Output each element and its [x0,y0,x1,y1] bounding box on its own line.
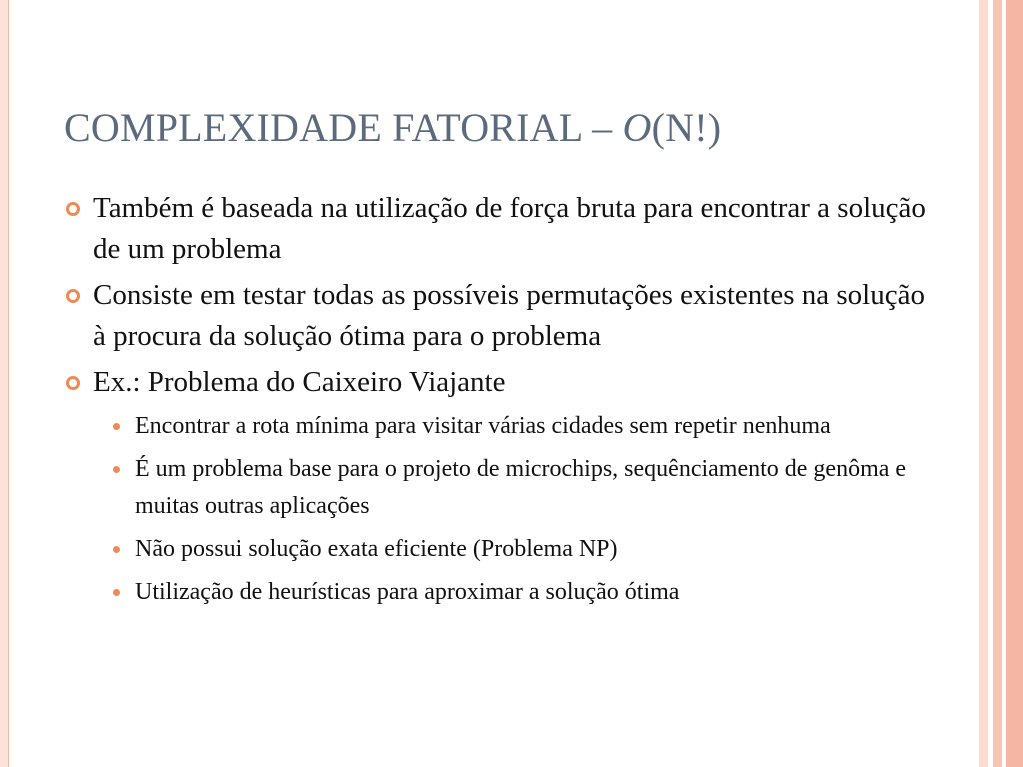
slide-title [64,104,721,151]
bullet-list [64,188,944,617]
left-border-decoration [0,0,9,767]
sub-bullet-text: Utilização de heurísticas para aproximar a solução ótima [135,579,680,605]
dot-bullet-icon [113,546,120,553]
title-main: COMPLEXIDADE FATORIAL – [64,105,623,150]
bullet-item [64,362,944,403]
bullet-text: Consiste em testar todas as possíveis permutações existentes na solução à procura da solução ótima para o problema [93,279,925,352]
ring-bullet-icon [66,202,80,216]
dot-bullet-icon [113,423,120,430]
title-tail: (N!) [651,105,722,150]
title-italic: O [622,105,652,150]
bullet-text: Ex.: Problema do Caixeiro Viajante [93,366,506,398]
sub-bullet-list [64,408,944,611]
sub-bullet-item [94,531,944,568]
dot-bullet-icon [113,589,120,596]
ring-bullet-icon [66,289,80,303]
stripe [1006,0,1023,767]
sub-bullet-item [94,408,944,445]
bullet-item [64,188,944,270]
sub-bullet-text: É um problema base para o projeto de microchips, sequênciamento de genôma e muitas outras aplicações [135,456,907,519]
stripe [993,0,1002,767]
ring-bullet-icon [66,376,80,390]
right-stripe-decoration [979,0,1023,767]
sub-bullet-text: Não possui solução exata eficiente (Problema NP) [135,536,618,562]
bullet-item [64,275,944,357]
sub-bullet-item [94,451,944,525]
bullet-text: Também é baseada na utilização de força bruta para encontrar a solução de um problema [93,192,926,265]
stripe [979,0,988,767]
dot-bullet-icon [113,466,120,473]
sub-bullet-text: Encontrar a rota mínima para visitar várias cidades sem repetir nenhuma [135,413,831,439]
sub-bullet-item [94,574,944,611]
